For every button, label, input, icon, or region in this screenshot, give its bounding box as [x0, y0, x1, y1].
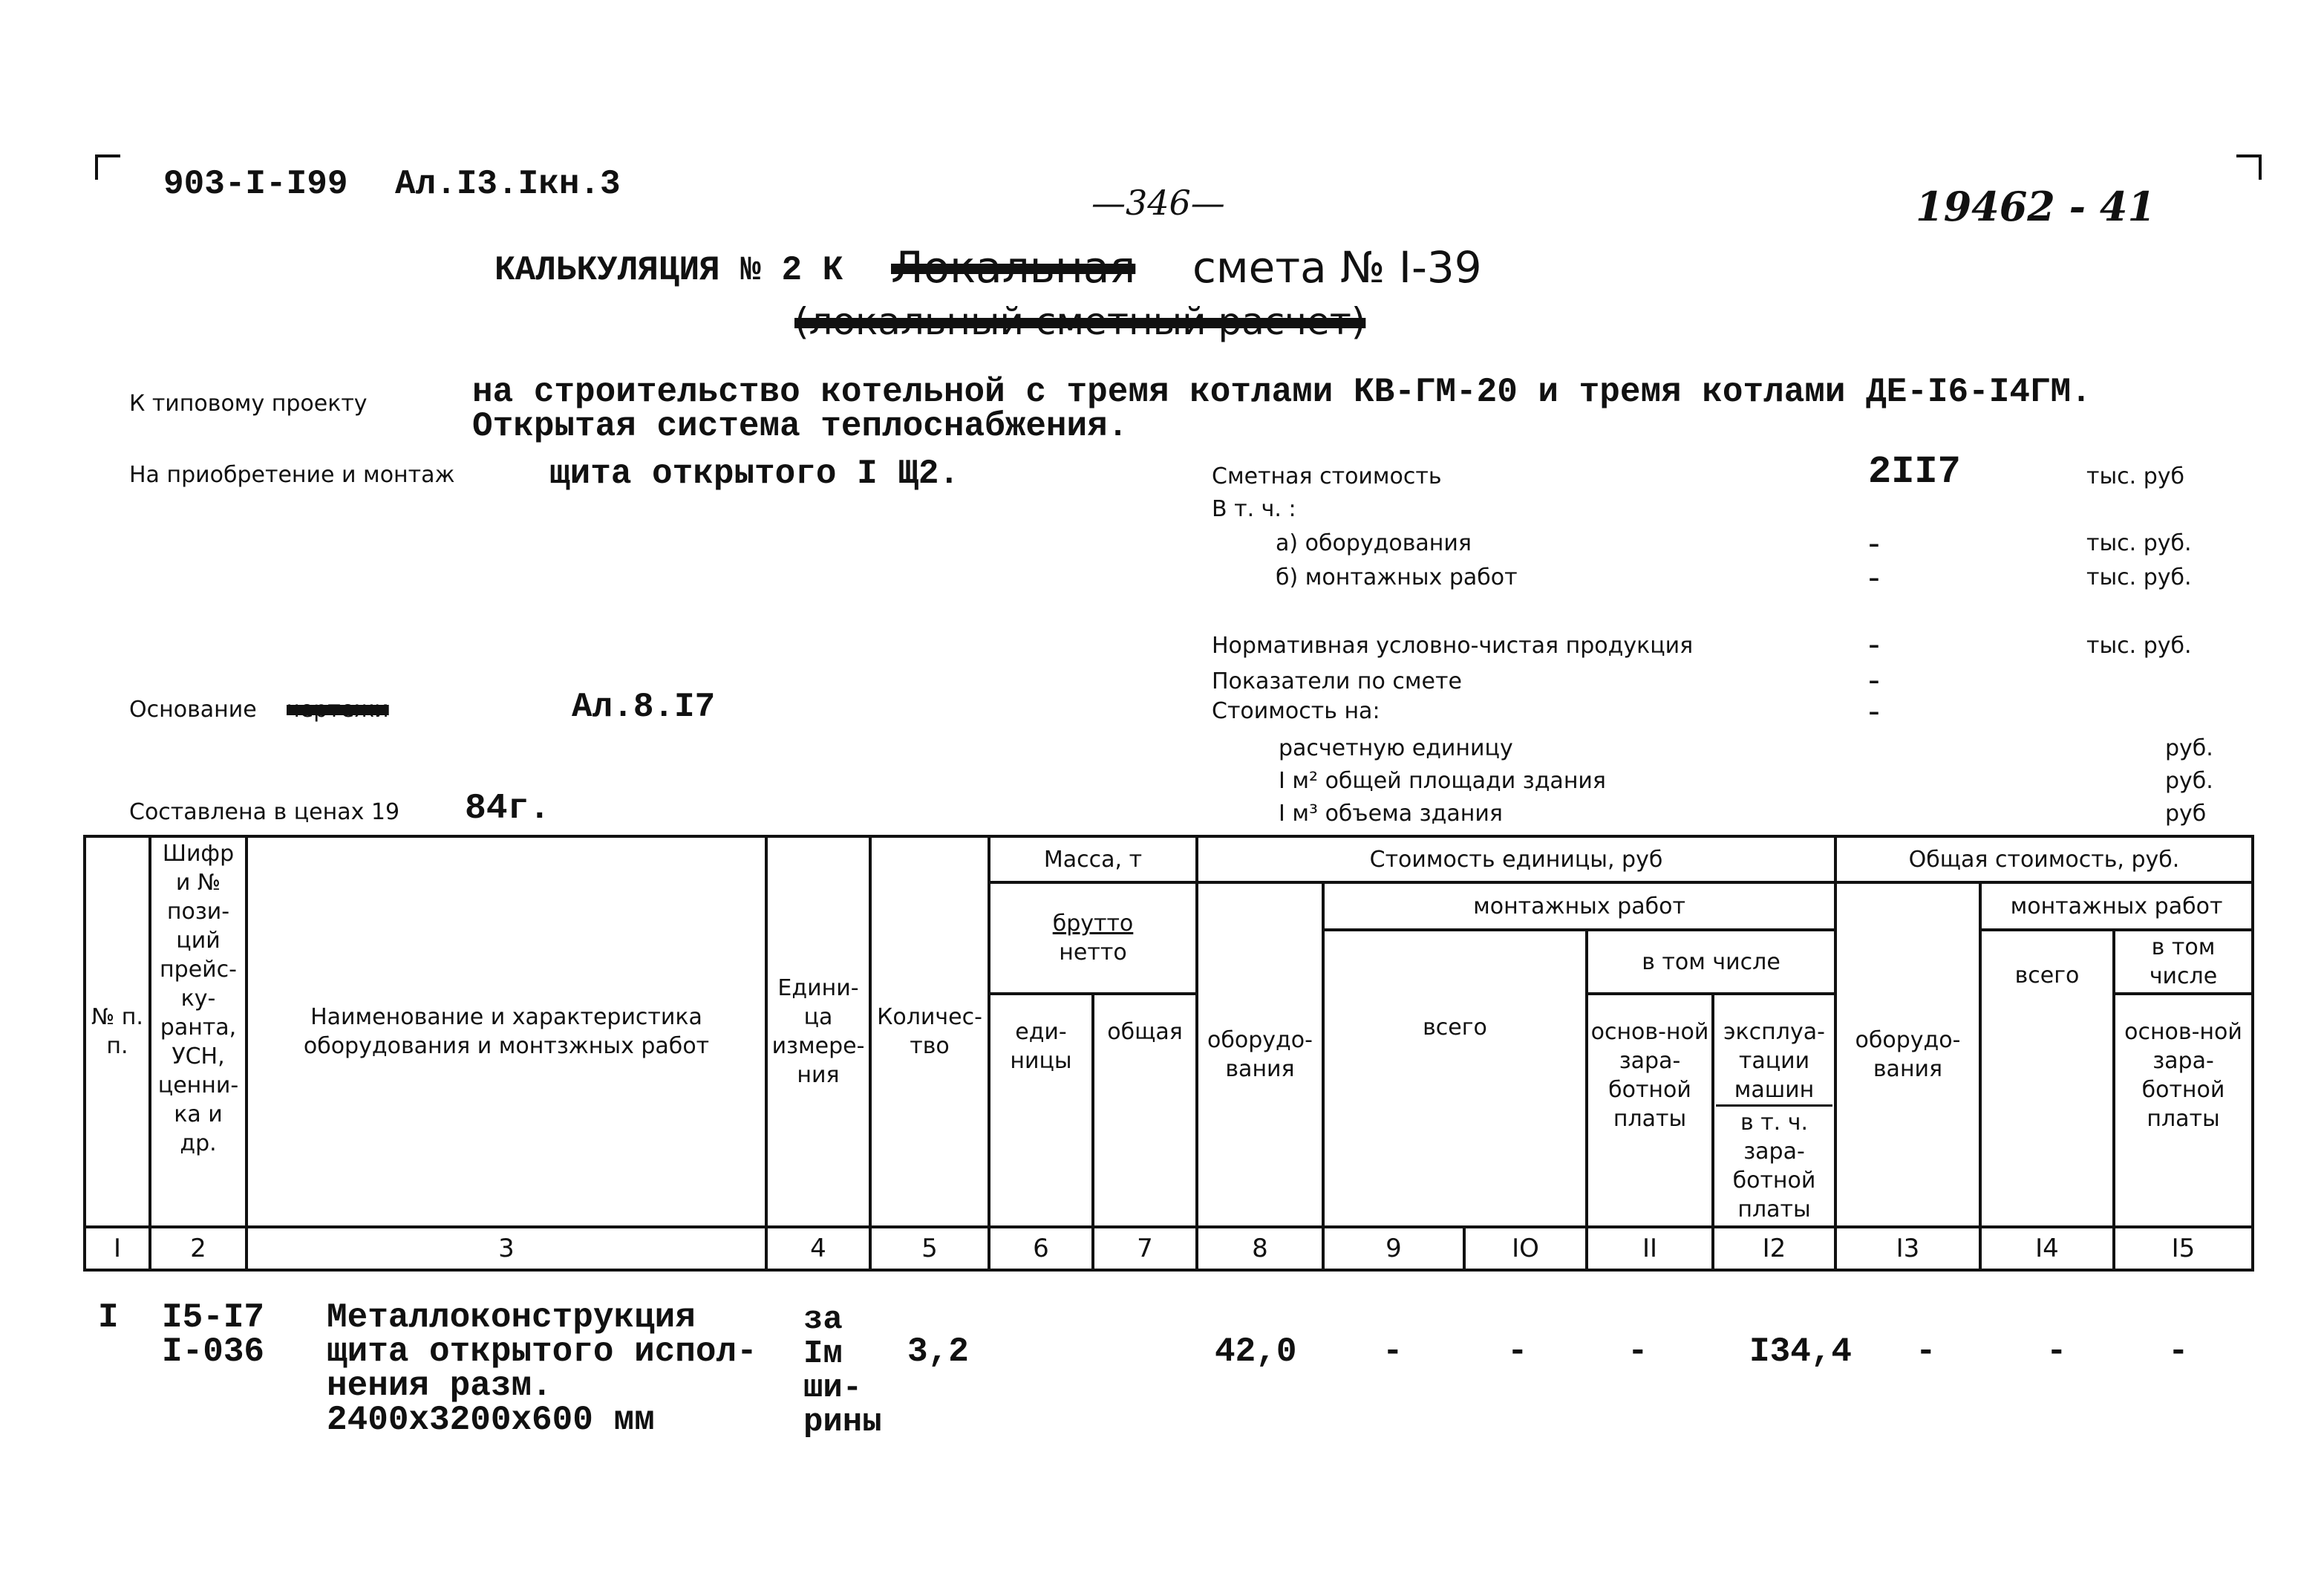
header-incl-unit: в том числе [1587, 930, 1835, 994]
column-number-13: I3 [1835, 1227, 1980, 1270]
row-unit-2: Iм [803, 1335, 843, 1373]
basis-label: Основание [129, 697, 257, 723]
estimate-table-header [83, 835, 2254, 1272]
column-number-9: 9 [1323, 1227, 1464, 1270]
acquisition-label: На приобретение и монтаж [129, 462, 455, 488]
header-num: № п. п. [85, 836, 150, 1227]
estimated-cost-unit: тыс. руб [2086, 463, 2185, 489]
column-number-10: IO [1464, 1227, 1587, 1270]
per-unit-unit: руб. [2165, 735, 2213, 761]
right-number: 19462 - 41 [1916, 183, 2156, 230]
row-col-15: - [2168, 1332, 2189, 1371]
per-area-label: I м² общей площади здания [1279, 768, 1606, 794]
row-name-4: 2400x3200x600 мм [327, 1401, 655, 1439]
project-label: К типовому проекту [129, 391, 368, 417]
header-brutto: брутто [1052, 911, 1134, 937]
header-mass: Масса, т [989, 836, 1197, 882]
column-number-6: 6 [989, 1227, 1093, 1270]
column-number-1: I [85, 1227, 150, 1270]
header-qty: Количес-тво [870, 836, 989, 1227]
header-total-cost: Общая стоимость, руб. [1835, 836, 2253, 882]
header-mass-unit: еди-ницы [989, 994, 1093, 1227]
equipment-unit: тыс. руб. [2086, 530, 2192, 556]
header-mass-total: общая [1093, 994, 1197, 1227]
header-equip-total: оборудо-вания [1835, 882, 1980, 1227]
column-number-11: II [1587, 1227, 1713, 1270]
row-col-9: - [1383, 1332, 1403, 1371]
row-qty: 3,2 [907, 1332, 969, 1371]
equipment-value: - [1868, 524, 1880, 562]
column-number-3: 3 [247, 1227, 766, 1270]
cost-per-label: Стоимость на: [1212, 698, 1380, 724]
row-col-14: - [2046, 1332, 2067, 1371]
per-volume-unit: руб [2165, 801, 2207, 827]
per-volume-label: I м³ объема здания [1279, 801, 1503, 827]
header-all-total: всего [1980, 930, 2114, 1227]
row-col-10: - [1507, 1332, 1528, 1371]
header-brutto-netto [989, 882, 1197, 994]
header-mach-wage-unit: в т. ч. зара-ботной платы [1716, 1104, 1832, 1224]
corner-mark-right [2236, 154, 2262, 180]
basis-struck: чертежи [287, 697, 389, 723]
compiled-year: 84г. [465, 789, 551, 829]
project-line-2: Открытая система теплоснабжения. [472, 407, 1129, 446]
normative-value: - [1868, 625, 1880, 663]
indicators-value: - [1868, 661, 1880, 699]
row-name-1: Металлоконструкция [327, 1298, 696, 1337]
estimated-cost-value: 2II7 [1868, 450, 1961, 494]
equipment-label: а) оборудования [1276, 530, 1472, 556]
column-number-2: 2 [150, 1227, 247, 1270]
page-number: —346— [1091, 183, 1225, 223]
header-incl-total: в том числе [2114, 930, 2253, 994]
header-unit: Едини-ца измере-ния [766, 836, 870, 1227]
header-mount-total: монтажных работ [1980, 882, 2253, 930]
header-wage-total: основ-ной зара-ботной платы [2114, 994, 2253, 1227]
cost-per-value: - [1868, 692, 1880, 730]
album-code: Ал.I3.Iкн.3 [395, 165, 621, 204]
row-unit-4: рины [803, 1404, 882, 1441]
column-number-15: I5 [2114, 1227, 2253, 1270]
column-number-8: 8 [1197, 1227, 1323, 1270]
column-number-12: I2 [1713, 1227, 1835, 1270]
header-code: Шифр и № пози-ций прейс-ку-ранта, УСН, ценни-ка и др. [150, 836, 247, 1227]
incl-label: В т. ч. : [1212, 496, 1296, 522]
column-number-5: 5 [870, 1227, 989, 1270]
column-number-14: I4 [1980, 1227, 2114, 1270]
row-code-1: I5-I7 [162, 1298, 265, 1337]
row-equip-total: I34,4 [1749, 1332, 1853, 1371]
header-unit-cost: Стоимость единицы, руб [1197, 836, 1835, 882]
column-number-4: 4 [766, 1227, 870, 1270]
mounting-label: б) монтажных работ [1276, 564, 1518, 590]
corner-mark-left [95, 154, 120, 180]
doc-code: 903-I-I99 [163, 165, 348, 204]
row-num: I [98, 1298, 119, 1337]
per-area-unit: руб. [2165, 768, 2213, 794]
row-unit-1: за [803, 1301, 843, 1338]
row-col-11: - [1628, 1332, 1648, 1371]
column-number-row [85, 1227, 2253, 1270]
row-equip-unit-cost: 42,0 [1215, 1332, 1297, 1371]
indicators-label: Показатели по смете [1212, 668, 1462, 694]
compiled-label: Составлена в ценах 19 [129, 799, 400, 825]
header-netto: нетто [1059, 940, 1127, 966]
header-mach-unit-label: эксплуа-тации машин [1723, 1019, 1825, 1103]
mounting-unit: тыс. руб. [2086, 564, 2192, 590]
column-number-7: 7 [1093, 1227, 1197, 1270]
row-name-3: нения разм. [327, 1367, 552, 1405]
mounting-value: - [1868, 559, 1880, 596]
normative-label: Нормативная условно-чистая продукция [1212, 633, 1694, 659]
project-line-1: на строительство котельной с тремя котлами КВ-ГМ-20 и тремя котлами ДЕ-I6-I4ГМ. [472, 373, 2092, 411]
header-mach-unit [1713, 994, 1835, 1227]
header-name: Наименование и характеристика оборудования и монтзжных работ [247, 836, 766, 1227]
row-name-2: щита открытого испол- [327, 1332, 757, 1371]
row-unit-3: ши- [803, 1370, 863, 1407]
calc-prefix: КАЛЬКУЛЯЦИЯ № 2 К [494, 251, 843, 290]
header-all-unit: всего [1323, 930, 1587, 1227]
basis-value: Ал.8.I7 [572, 688, 716, 726]
per-unit-label: расчетную единицу [1279, 735, 1513, 761]
row-code-2: I-036 [162, 1332, 265, 1371]
calc-struck: Локальная [891, 242, 1136, 293]
estimated-cost-label: Сметная стоимость [1212, 463, 1442, 489]
normative-unit: тыс. руб. [2086, 633, 2192, 659]
calc-title: смета № I-39 [1192, 242, 1482, 293]
header-mount-unit: монтажных работ [1323, 882, 1835, 930]
acquisition-value: щита открытого I Щ2. [549, 455, 960, 493]
header-wage-unit: основ-ной зара-ботной платы [1587, 994, 1713, 1227]
row-col-13: - [1916, 1332, 1936, 1371]
calc-subtitle-struck: (локальный сметный расчет) [794, 300, 1366, 343]
header-equip-unit: оборудо-вания [1197, 882, 1323, 1227]
